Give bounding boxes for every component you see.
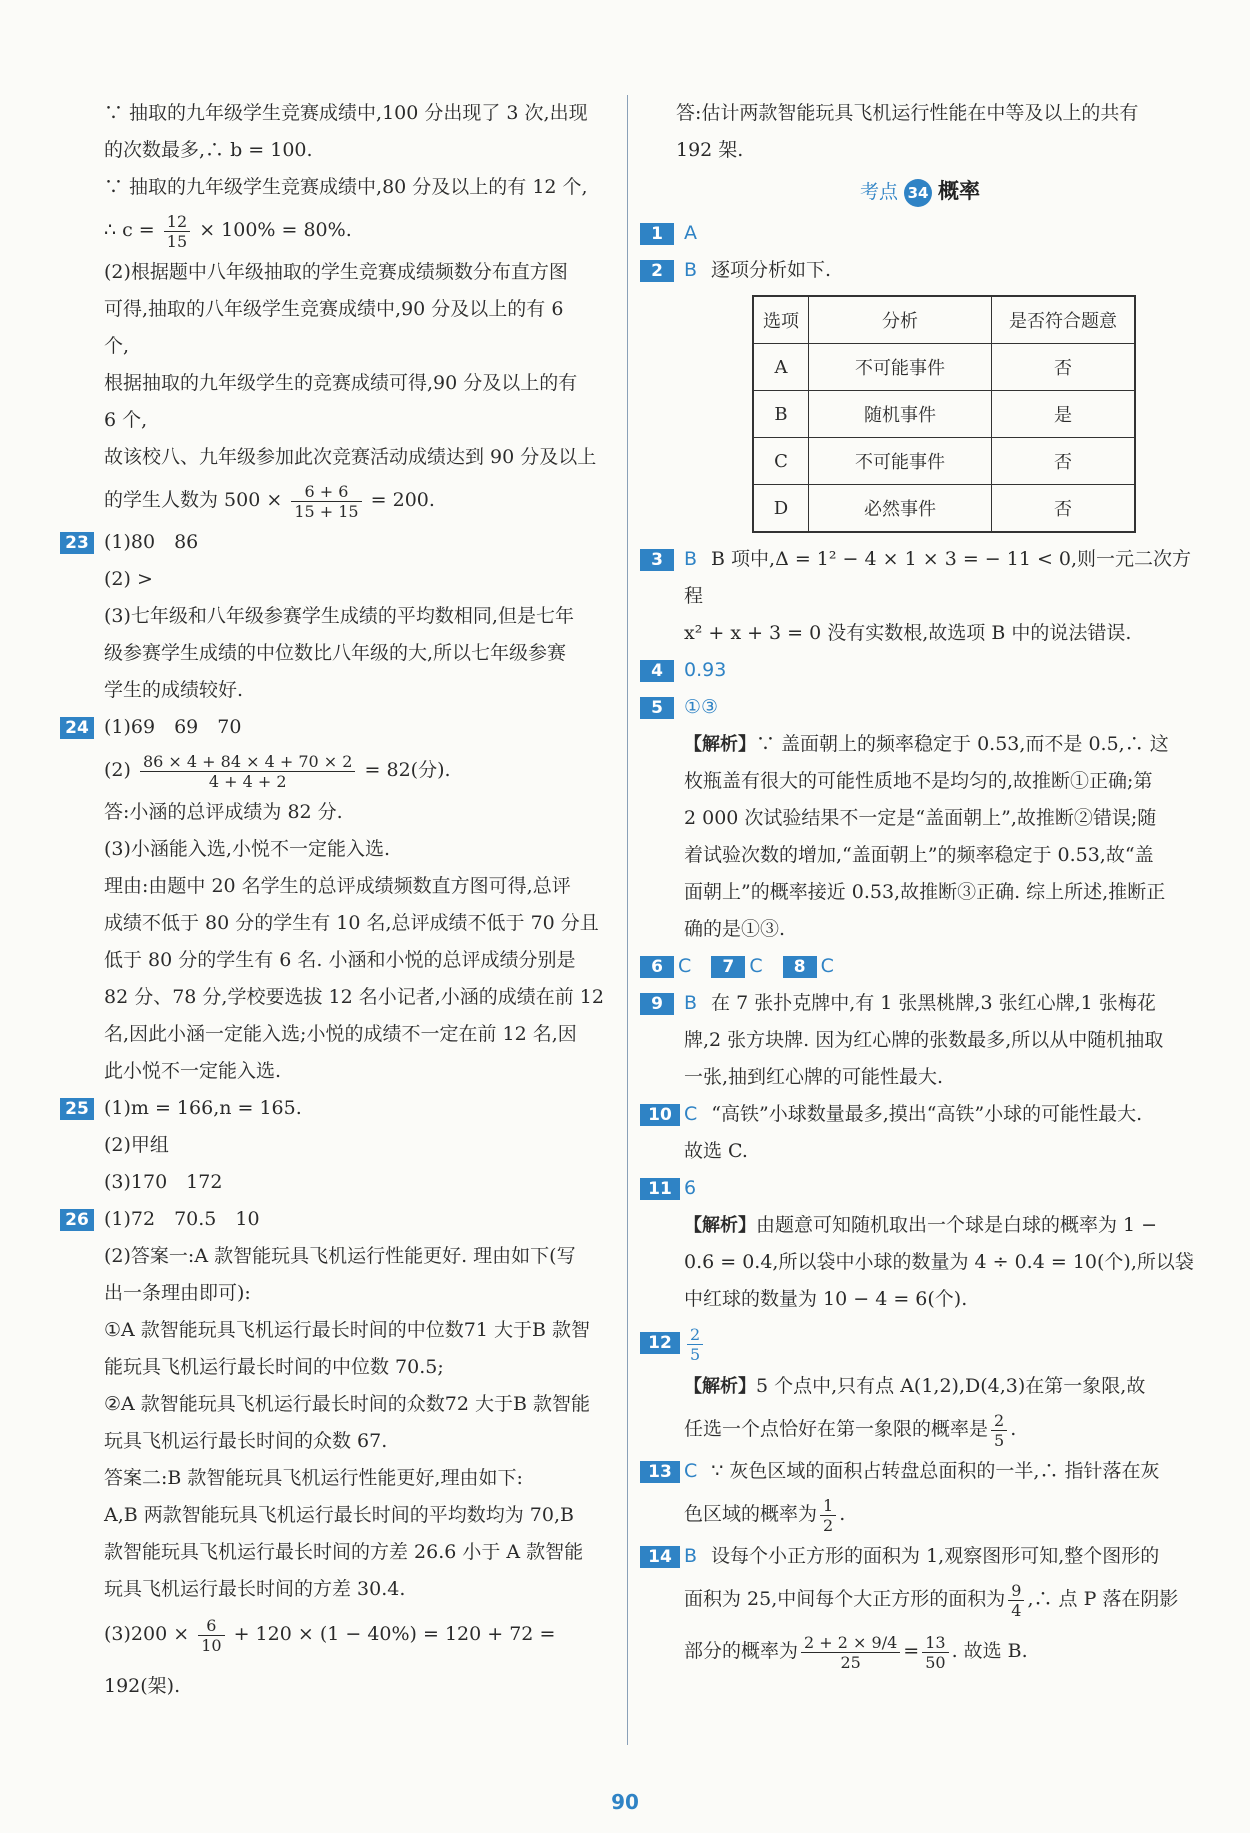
fraction: $\frac{2 + 2 \times 9/4}{25}$ [801, 1633, 900, 1672]
answer-line: (3)170 172 [104, 1171, 223, 1193]
question-number-badge: 24 [60, 717, 94, 739]
answer-text: “高铁”小球数量最多,摸出“高铁”小球的可能性最大. [711, 1103, 1143, 1125]
answer-line: 理由:由题中 20 名学生的总评成绩频数直方图可得,总评 [104, 875, 571, 897]
answer-line-fraction: (3)200 × $\frac{6}{10}$ + 120 × (1 − 40%) = 120 + 72 = 192(架). [104, 1615, 556, 1697]
question-number-badge: 5 [640, 697, 674, 719]
question-25 [60, 1090, 620, 1201]
table-row [753, 485, 1135, 533]
question-number-badge: 26 [60, 1209, 94, 1231]
answer-line: (3)小涵能入选,小悦不一定能入选. [104, 838, 390, 860]
text-line: 6 个, [104, 409, 148, 431]
answer-text: x² + x + 3 = 0 没有实数根,故选项 B 中的说法错误. [684, 622, 1132, 644]
answer-text: 面朝上”的概率接近 0.53,故推断③正确. 综上所述,推断正 [684, 881, 1166, 903]
text-line: 可得,抽取的八年级学生竞赛成绩中,90 分及以上的有 6 [104, 298, 564, 320]
answer-text: B 项中,Δ = 1² − 4 × 1 × 3 = − 11 < 0,则一元二次方程 [684, 548, 1192, 607]
answer-letter: C [684, 1460, 698, 1482]
text-line: 192 架. [676, 139, 744, 161]
answer-line: (3)七年级和八年级参赛学生成绩的平均数相同,但是七年 [104, 605, 574, 627]
answer-fraction: $\frac{2}{5}$ [687, 1325, 703, 1364]
answer-text: 2 000 次试验结果不一定是“盖面朝上”,故推断②错误;随 [684, 807, 1157, 829]
answer-letter: B [684, 548, 698, 570]
answer-line: 玩具飞机运行最长时间的方差 30.4. [104, 1578, 406, 1600]
fraction: $\frac{6}{10}$ [198, 1616, 224, 1655]
question-23 [60, 524, 620, 709]
text-line-fraction: 的学生人数为 500 × $\frac{6 + 6}{15 + 15}$ = 200. [104, 481, 435, 521]
table-row [753, 438, 1135, 485]
question-number-badge: 11 [640, 1178, 680, 1200]
fraction: $\frac{1}{2}$ [820, 1496, 836, 1535]
answer-line: 出一条理由即可): [104, 1282, 251, 1304]
answer-line: ①A 款智能玩具飞机运行最长时间的中位数71 大于B 款智 [104, 1319, 591, 1341]
question-number-badge: 1 [640, 223, 674, 245]
fraction: $\frac{13}{50}$ [922, 1633, 948, 1672]
text-line: (2)根据题中八年级抽取的学生竞赛成绩频数分布直方图 [104, 261, 568, 283]
answer-text: 枚瓶盖有很大的可能性质地不是均匀的,故推断①正确;第 [684, 770, 1153, 792]
question-number-badge: 9 [640, 993, 674, 1015]
question-10 [640, 1096, 1200, 1170]
answer-line-fraction: 色区域的概率为 $\frac{1}{2}$ . [684, 1495, 846, 1535]
answer-value: 0.93 [684, 659, 727, 681]
answer-letter: C [749, 955, 763, 977]
answer-line: (1)72 70.5 10 [104, 1208, 260, 1230]
answer-text: 故选 C. [684, 1140, 748, 1162]
right-column [640, 95, 1200, 1679]
answer-text: 0.6 = 0.4,所以袋中小球的数量为 4 ÷ 0.4 = 10(个),所以袋 [684, 1251, 1194, 1273]
answer-line: 答案二:B 款智能玩具飞机运行性能更好,理由如下: [104, 1467, 523, 1489]
table-row [753, 391, 1135, 438]
answer-line: 级参赛学生成绩的中位数比八年级的大,所以七年级参赛 [104, 642, 567, 664]
answer-text: 中红球的数量为 10 − 4 = 6(个). [684, 1288, 968, 1310]
answer-line: 能玩具飞机运行最长时间的中位数 70.5; [104, 1356, 444, 1378]
answer-text: 在 7 张扑克牌中,有 1 张黑桃牌,3 张红心牌,1 张梅花 [711, 992, 1156, 1014]
answer-line-fraction: 部分的概率为 $\frac{2 + 2 \times 9/4}{25}$ = $\frac{13}{50}$ . 故选 B. [684, 1632, 1028, 1672]
answer-text: 设每个小正方形的面积为 1,观察图形可知,整个图形的 [711, 1545, 1160, 1567]
question-4 [640, 652, 1200, 689]
question-24 [60, 709, 620, 1090]
section-number-badge: 34 [904, 179, 932, 207]
question-number-badge: 2 [640, 260, 674, 282]
question-number-badge: 3 [640, 549, 674, 571]
table-header: 选项 [753, 296, 809, 344]
fraction: $\frac{6 + 6}{15 + 15}$ [291, 482, 361, 521]
question-number-badge: 14 [640, 1546, 680, 1568]
answer-text: 5 个点中,只有点 A(1,2),D(4,3)在第一象限,故 [756, 1375, 1146, 1397]
question-number-badge: 7 [711, 956, 745, 978]
answer-text: 一张,抽到红心牌的可能性最大. [684, 1066, 944, 1088]
question-5 [640, 689, 1200, 948]
table-cell: 必然事件 [809, 485, 992, 533]
text-line: ∵ 抽取的九年级学生竞赛成绩中,100 分出现了 3 次,出现 [104, 102, 588, 124]
answer-line: (2)答案一:A 款智能玩具飞机运行性能更好. 理由如下(写 [104, 1245, 576, 1267]
fraction: $\frac{12}{15}$ [164, 212, 190, 251]
answer-letter: C [820, 955, 834, 977]
answer-line-fraction: 任选一个点恰好在第一象限的概率是 $\frac{2}{5}$ . [684, 1410, 1017, 1450]
answer-line: 82 分、78 分,学校要选拔 12 名小记者,小涵的成绩在前 12 [104, 986, 604, 1008]
question-number-badge: 25 [60, 1098, 94, 1120]
question-11 [640, 1170, 1200, 1318]
table-cell: C [753, 438, 809, 485]
question-number-badge: 12 [640, 1332, 680, 1354]
table-cell: A [753, 344, 809, 391]
answer-text: 牌,2 张方块牌. 因为红心牌的张数最多,所以从中随机抽取 [684, 1029, 1164, 1051]
answer-line-fraction: (2) $\frac{86 \times 4 + 84 \times 4 + 70 \times 2}{4 + 4 + 2}$ = 82(分). [104, 751, 451, 791]
answer-text: ∵ 灰色区域的面积占转盘总面积的一半,∴ 指针落在灰 [711, 1460, 1160, 1482]
answer-line: 学生的成绩较好. [104, 679, 244, 701]
question-12 [640, 1318, 1200, 1453]
question-number-badge: 10 [640, 1104, 680, 1126]
answer-line: 玩具飞机运行最长时间的众数 67. [104, 1430, 388, 1452]
answer-line: (2)甲组 [104, 1134, 169, 1156]
answer-letter: B [684, 1545, 698, 1567]
section-label: 考点 [859, 181, 898, 203]
question-number-badge: 6 [640, 956, 674, 978]
page-number: 90 [611, 1790, 639, 1814]
text-line: 的次数最多,∴ b = 100. [104, 139, 313, 161]
answer-text: 确的是①③. [684, 918, 786, 940]
question-13 [640, 1453, 1200, 1538]
answer-letter: B [684, 992, 698, 1014]
section-heading [640, 171, 1200, 211]
question-26 [60, 1201, 620, 1712]
question-1 [640, 215, 1200, 252]
table-cell: 否 [992, 485, 1136, 533]
answer-line: 此小悦不一定能入选. [104, 1060, 282, 1082]
left-column [60, 95, 620, 1712]
answer-line: 低于 80 分的学生有 6 名. 小涵和小悦的总评成绩分别是 [104, 949, 576, 971]
question-14 [640, 1538, 1200, 1679]
question-number-badge: 23 [60, 532, 94, 554]
answer-line: (1)80 86 [104, 531, 199, 553]
column-divider [627, 95, 628, 1745]
fraction: $\frac{2}{5}$ [991, 1411, 1007, 1450]
analysis-table [752, 295, 1136, 533]
question-6-8 [640, 948, 1200, 985]
question-number-badge: 8 [783, 956, 817, 978]
answer-line: 款智能玩具飞机运行最长时间的方差 26.6 小于 A 款智能 [104, 1541, 584, 1563]
answer-text: 着试验次数的增加,“盖面朝上”的频率稳定于 0.53,故“盖 [684, 844, 1154, 866]
table-cell: 否 [992, 344, 1136, 391]
answer-line: (2) > [104, 568, 153, 590]
answer-line-fraction: 面积为 25,中间每个大正方形的面积为 $\frac{9}{4}$ ,∴ 点 P 落在阴影 [684, 1580, 1179, 1620]
answer-line: 成绩不低于 80 分的学生有 10 名,总评成绩不低于 70 分且 [104, 912, 599, 934]
table-cell: D [753, 485, 809, 533]
text-line: 故该校八、九年级参加此次竞赛活动成绩达到 90 分及以上 [104, 446, 597, 468]
question-3 [640, 541, 1200, 652]
answer-line: (1)69 69 70 [104, 716, 242, 738]
answer-text: ∵ 盖面朝上的频率稳定于 0.53,而不是 0.5,∴ 这 [756, 733, 1169, 755]
analysis-label: 【解析】 [684, 1376, 756, 1397]
answer-text: 由题意可知随机取出一个球是白球的概率为 1 − [756, 1214, 1158, 1236]
answer-line: (1)m = 166,n = 165. [104, 1097, 302, 1119]
text-line-fraction: ∴ c = $\frac{12}{15}$ × 100% = 80%. [104, 211, 352, 251]
table-cell: B [753, 391, 809, 438]
answer-letter: C [684, 1103, 698, 1125]
answer-letter: B [684, 259, 698, 281]
analysis-label: 【解析】 [684, 734, 756, 755]
answer-line: A,B 两款智能玩具飞机运行最长时间的平均数均为 70,B [104, 1504, 574, 1526]
answer-line: ②A 款智能玩具飞机运行最长时间的众数72 大于B 款智能 [104, 1393, 591, 1415]
section-title: 概率 [938, 179, 980, 203]
question-9 [640, 985, 1200, 1096]
answer-text: 逐项分析如下. [711, 259, 832, 281]
analysis-label: 【解析】 [684, 1215, 756, 1236]
answer-letter: C [678, 955, 692, 977]
question-2 [640, 252, 1200, 533]
answer-line: 答:小涵的总评成绩为 82 分. [104, 801, 343, 823]
fraction: $\frac{86 \times 4 + 84 \times 4 + 70 \times 2}{4 + 4 + 2}$ [140, 752, 356, 791]
text-line: 根据抽取的九年级学生的竞赛成绩可得,90 分及以上的有 [104, 372, 578, 394]
text-line: 答:估计两款智能玩具飞机运行性能在中等及以上的共有 [676, 102, 1139, 124]
answer-letter: A [684, 222, 697, 244]
table-cell: 随机事件 [809, 391, 992, 438]
table-cell: 不可能事件 [809, 344, 992, 391]
fraction: $\frac{9}{4}$ [1008, 1581, 1024, 1620]
answer-value: 6 [684, 1177, 697, 1199]
text-line: 个, [104, 335, 130, 357]
table-cell: 不可能事件 [809, 438, 992, 485]
question-number-badge: 4 [640, 660, 674, 682]
question-number-badge: 13 [640, 1461, 680, 1483]
text-line: ∵ 抽取的九年级学生竞赛成绩中,80 分及以上的有 12 个, [104, 176, 588, 198]
answer-value: ①③ [684, 696, 719, 718]
answer-line: 名,因此小涵一定能入选;小悦的成绩不一定在前 12 名,因 [104, 1023, 577, 1045]
table-cell: 否 [992, 438, 1136, 485]
table-header: 是否符合题意 [992, 296, 1136, 344]
table-cell: 是 [992, 391, 1136, 438]
table-row [753, 344, 1135, 391]
table-header-row [753, 296, 1135, 344]
table-header: 分析 [809, 296, 992, 344]
